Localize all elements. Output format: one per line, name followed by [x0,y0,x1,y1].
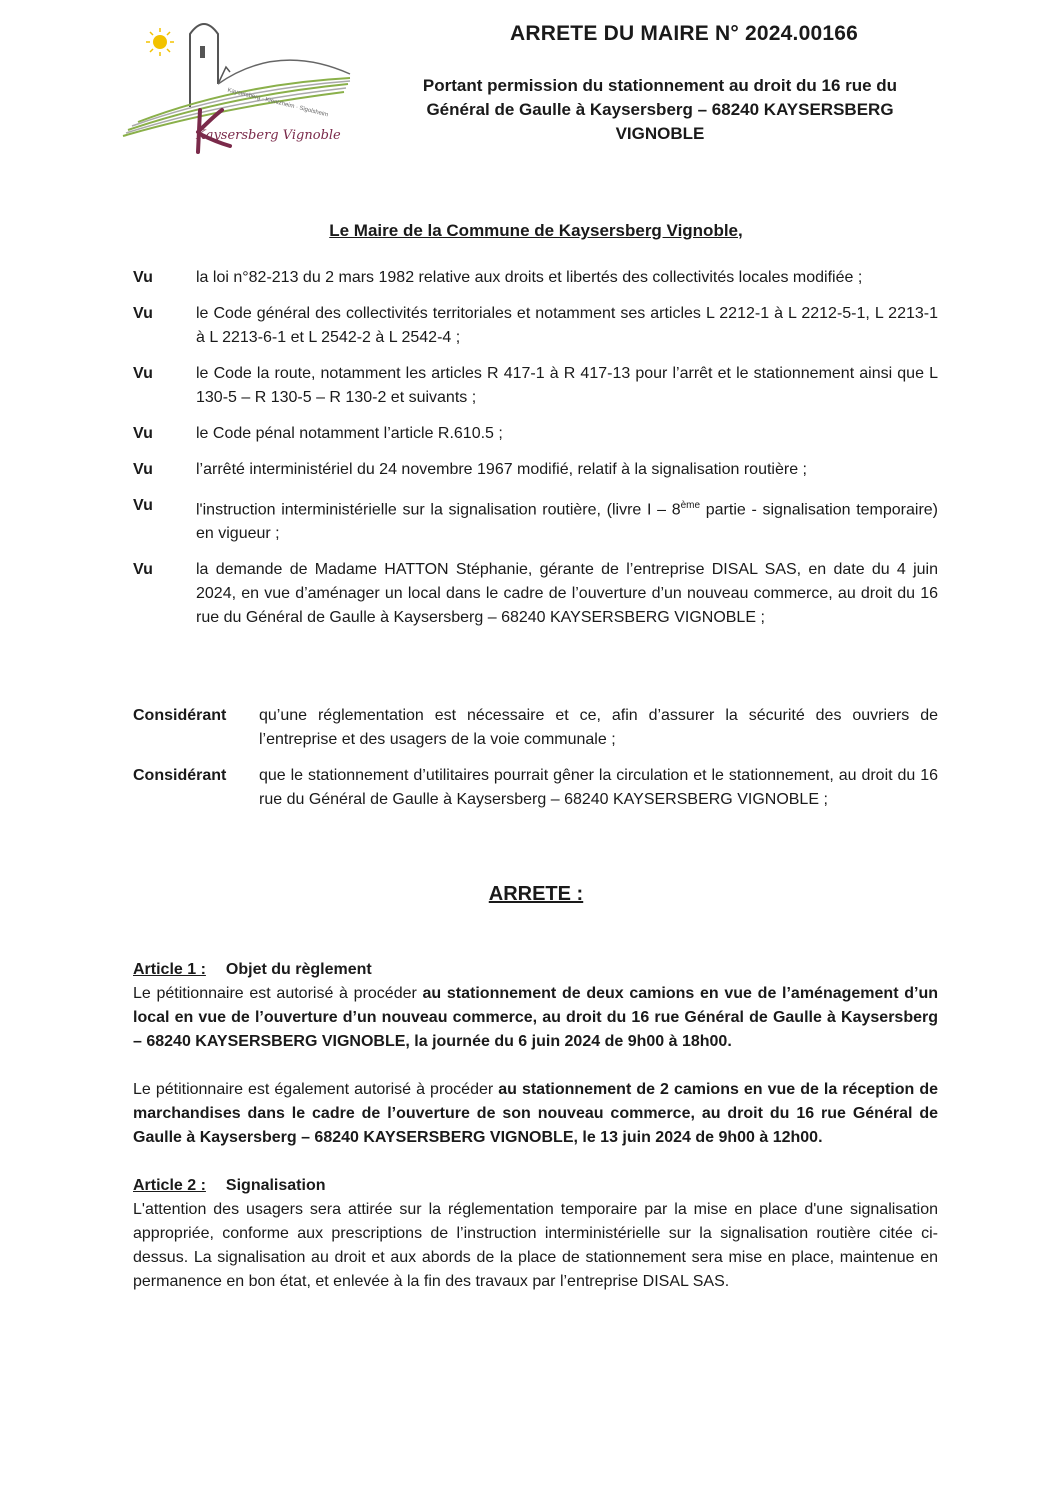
vu-item: Vu l'instruction interministérielle sur la signalisation routière, (livre I – 8ème partie - signalisation temporaire) en vigueur ; [133,497,939,543]
maire-heading: Le Maire de la Commune de Kaysersberg Vignoble, [329,221,743,240]
vu-item: Vu le Code la route, notamment les articles R 417-1 à R 417-13 pour l’arrêt et le stationnement ainsi que L 130-5 – R 130-5 – R 130-2 et suivants ; [133,365,938,406]
articles [133,958,938,1294]
vu-item: Vu le Code pénal notamment l’article R.610.5 ; [133,425,503,442]
article-1-paragraph-2: Le pétitionnaire est également autorisé à procéder au stationnement de 2 camions en vue de la réception de marchandises dans le cadre de l’ouverture de son nouveau commerce, au droit du 16 rue Général de Gaulle à Kaysersberg – 68240 KAYSERSBERG VIGNOBLE, le 13 juin 2024 de 9h00 à 12h00. [133,1081,938,1146]
vu-list [133,266,938,642]
vu-item: Vu l’arrêté interministériel du 24 novembre 1967 modifié, relatif à la signalisation routière ; [133,461,807,478]
vu-item: Vu le Code général des collectivités territoriales et notamment ses articles L 2212-1 à L 2212-5-1, L 2213-1 à L 2213-6-1 et L 2542-2 à L 2542-4 ; [133,305,938,346]
logo-subtext: Kaysersberg · Kientzheim · Sigolsheim [226,87,329,119]
considerant-item: Considérant que le stationnement d’utilitaires pourrait gêner la circulation et le stationnement, au droit du 16 rue du Général de Gaulle à Kaysersberg – 68240 KAYSERSBERG VIGNOBLE ; [133,767,938,808]
logo-text: Kaysersberg Vignoble [196,128,341,143]
considerant-list [133,704,938,824]
article-1-paragraph-1: Le pétitionnaire est autorisé à procéder au stationnement de deux camions en vue de l’aménagement d’un local en vue de l’ouverture d’un nouveau commerce, au droit du 16 rue Général de Gaulle à Kaysersberg – 68240 KAYSERSBERG VIGNOBLE, la journée du 6 juin 2024 de 9h00 à 18h00. [133,985,939,1050]
vu-item: Vu la demande de Madame HATTON Stéphanie, gérante de l’entreprise DISAL SAS, en date du 4 juin 2024, en vue d’aménager un local dans le cadre de l’ouverture d’un nouveau commerce, au droit du 16 rue du Général de Gaulle à Kaysersberg – 68240 KAYSERSBERG VIGNOBLE ; [133,561,938,627]
vu-item: Vu la loi n°82-213 du 2 mars 1982 relative aux droits et libertés des collectivités locales modifiée ; [133,269,863,286]
article-1-heading: Article 1 : Objet du règlement [133,961,372,978]
considerant-item: Considérant qu’une réglementation est nécessaire et ce, afin d’assurer la sécurité des ouvriers de l’entreprise et des usagers de la voie communale ; [133,707,938,748]
arrete-heading: ARRETE : [488,883,584,905]
article-2-heading: Article 2 : Signalisation [133,1177,326,1194]
decree-subtitle: Portant permission du stationnement au droit du 16 rue du Général de Gaulle à Kaysersberg – 68240 KAYSERSBERG VIGNOBLE [422,76,898,143]
article-2-paragraph: L'attention des usagers sera attirée sur la réglementation temporaire par la mise en place d'une signalisation appropriée, conforme aux prescriptions de l’instruction interministérielle sur la signalisation routière citée ci-dessus. La signalisation au droit et aux abords de la place de stationnement sera mise en place, maintenue en permanence en bon état, et enlevée à la fin des travaux par l’entreprise DISAL SAS. [133,1201,938,1290]
